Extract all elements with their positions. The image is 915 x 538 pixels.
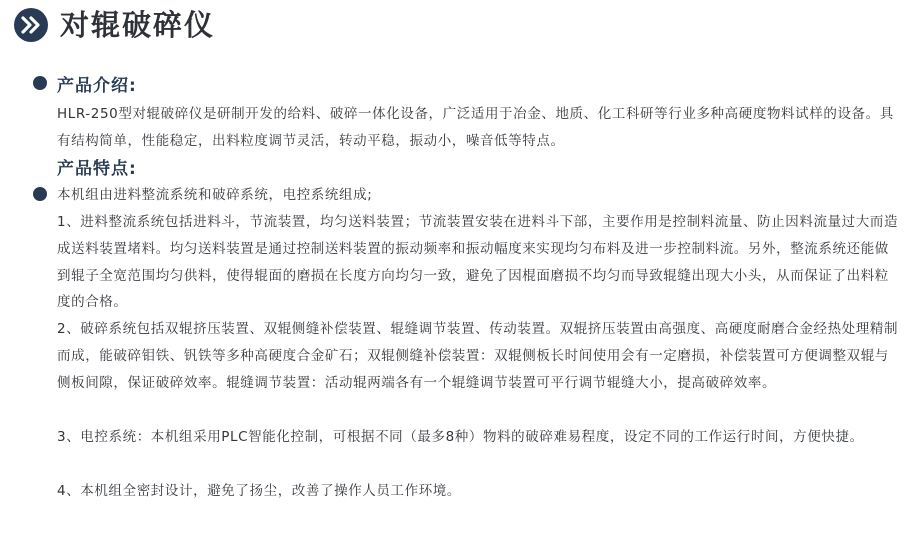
intro-paragraph: HLR-250型对辊破碎仪是研制开发的给料、破碎一体化设备，广泛适用于冶金、地质、化工科研等行业多种高硬度物料试样的设备。具有结构简单，性能稳定，出料粒度调节灵活，转动平稳，振动小，噪音低等特点。 [57, 106, 894, 149]
feature-item: 4、本机组全密封设计，避免了扬尘，改善了操作人员工作环境。 [57, 483, 461, 499]
feature-item: 3、电控系统：本机组采用PLC智能化控制，可根据不同（最多8种）物料的破碎难易程度，设定不同的工作运行时间，方便快捷。 [57, 429, 864, 445]
intro-heading-row [57, 70, 137, 96]
bullet-dot-icon [33, 187, 47, 201]
feature-item: 本机组由进料整流系统和破碎系统，电控系统组成; [57, 187, 373, 203]
intro-heading: 产品介绍: [57, 75, 137, 96]
page-title: 对辊破碎仪 [60, 8, 216, 42]
features-heading: 产品特点: [57, 158, 137, 179]
feature-item: 1、进料整流系统包括进料斗，节流装置，均匀送料装置；节流装置安装在进料斗下部，主要作用是控制料流量、防止因料流量过大而造成送料装置堵料。均匀送料装置是通过控制送料装置的振动频率和振动幅度来实现均匀布料及进一步控制料流。另外，整流系统还能做到辊子全宽范围均匀供料，使得辊面的磨损在长度方向均匀一致，避免了因棍面磨损不均匀而导致辊缝出现大小头，从而保证了出料粒度的合格。 [57, 214, 899, 311]
page-header [14, 8, 215, 42]
bullet-dot-icon [33, 76, 47, 90]
feature-item: 2、破碎系统包括双辊挤压装置、双辊侧缝补偿装置、辊缝调节装置、传动装置。双辊挤压装置由高强度、高硬度耐磨合金经热处理精制而成，能破碎钼铁、钒铁等多种高硬度合金矿石；双辊侧缝补偿装置：双辊侧板长时间使用会有一定磨损，补偿装置可方便调整双辊与侧板间隙，保证破碎效率。辊缝调节装置：活动辊两端各有一个辊缝调节装置可平行调节辊缝大小，提高破碎效率。 [57, 321, 899, 391]
double-chevron-right-icon [14, 8, 48, 42]
features-heading-row [57, 153, 137, 179]
